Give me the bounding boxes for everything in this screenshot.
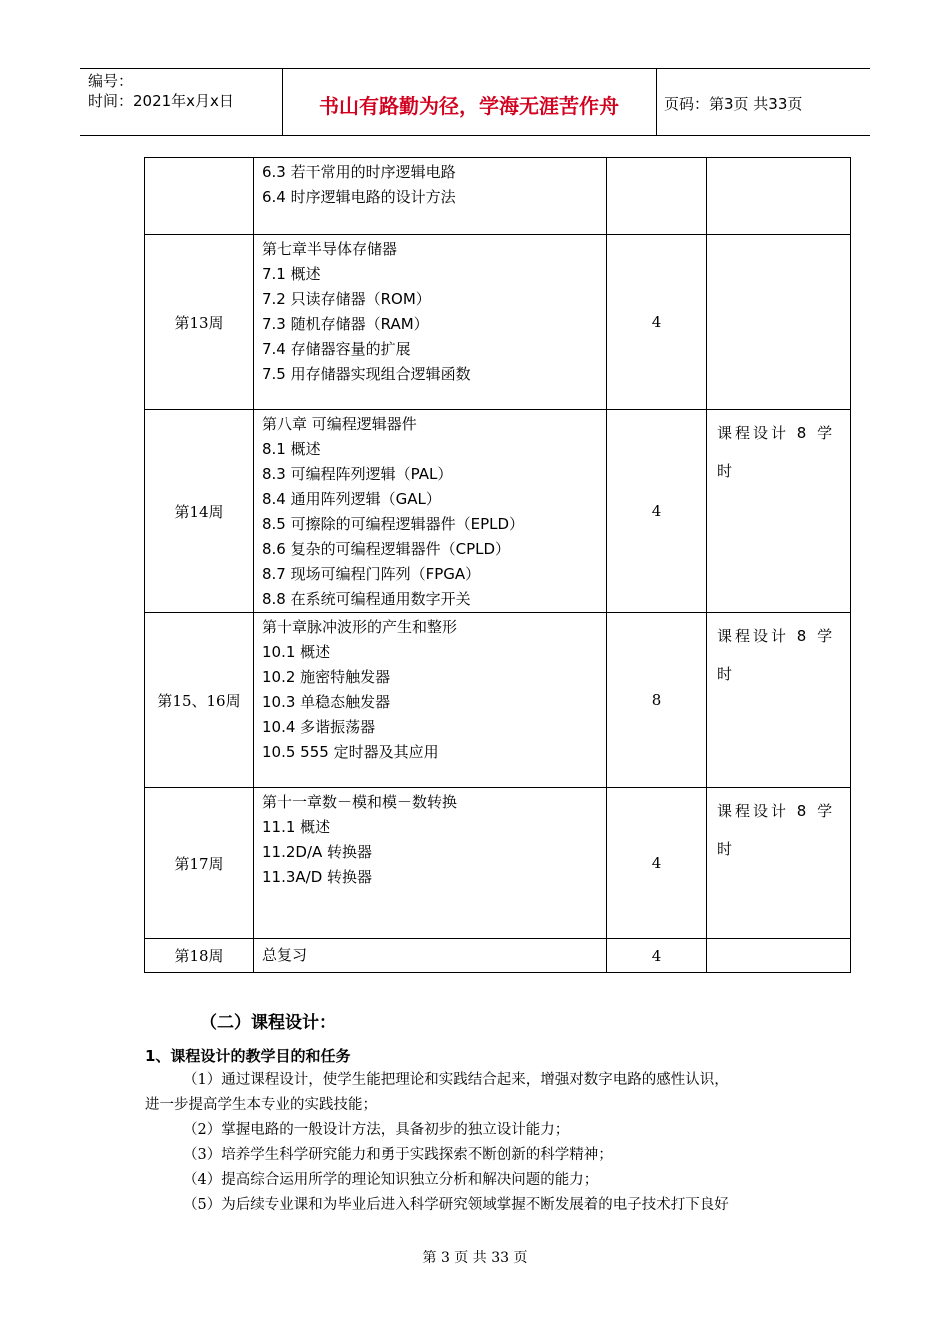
section-subtitle: 1、课程设计的教学目的和任务 <box>145 1047 351 1065</box>
remark-cell: 课程设计 8 学时 <box>707 613 851 788</box>
header-divider <box>656 68 657 135</box>
content-line: 7.2 只读存储器（ROM） <box>262 290 431 308</box>
content-cell <box>254 788 607 939</box>
content-line: 第八章 可编程逻辑器件 <box>262 415 417 433</box>
remark-cell <box>707 158 851 235</box>
content-line: 8.6 复杂的可编程逻辑器件（CPLD） <box>262 540 511 558</box>
content-line: 7.3 随机存储器（RAM） <box>262 315 429 333</box>
content-line: 10.1 概述 <box>262 643 331 661</box>
paragraph: 进一步提高学生本专业的实践技能； <box>145 1097 377 1113</box>
paragraph: （1）通过课程设计，使学生能把理论和实践结合起来，增强对数字电路的感性认识， <box>183 1072 729 1088</box>
paragraph: （3）培养学生科学研究能力和勇于实践探索不断创新的科学精神； <box>183 1147 613 1163</box>
schedule-table <box>144 157 851 973</box>
table-row <box>145 613 851 788</box>
remark-cell: 课程设计 8 学时 <box>707 788 851 939</box>
content-line: 6.4 时序逻辑电路的设计方法 <box>262 188 456 206</box>
paragraph: （4）提高综合运用所学的理论知识独立分析和解决问题的能力； <box>183 1172 599 1188</box>
hours-cell <box>607 158 707 235</box>
week-cell <box>145 158 254 235</box>
paragraph: （5）为后续专业课和为毕业后进入科学研究领域掌握不断发展着的电子技术打下良好 <box>183 1197 729 1213</box>
week-cell: 第15、16周 <box>145 613 254 788</box>
week-cell: 第13周 <box>145 235 254 410</box>
content-line: 8.5 可擦除的可编程逻辑器件（EPLD） <box>262 515 525 533</box>
content-line: 10.5 555 定时器及其应用 <box>262 743 439 761</box>
content-cell <box>254 410 607 613</box>
remark-cell <box>707 939 851 973</box>
remark-cell <box>707 235 851 410</box>
content-line: 10.2 施密特触发器 <box>262 668 391 686</box>
content-line: 8.3 可编程阵列逻辑（PAL） <box>262 465 453 483</box>
hours-cell: 4 <box>607 788 707 939</box>
header-page-info: 页码：第3页 共33页 <box>664 95 803 113</box>
hours-cell: 4 <box>607 235 707 410</box>
section-title: （二）课程设计： <box>200 1013 336 1033</box>
content-line: 11.3A/D 转换器 <box>262 868 373 886</box>
content-line: 8.4 通用阵列逻辑（GAL） <box>262 490 441 508</box>
table-row <box>145 939 851 973</box>
content-line: 11.1 概述 <box>262 818 331 836</box>
content-line: 第十一章数－模和模－数转换 <box>262 793 458 811</box>
content-cell <box>254 158 607 235</box>
table-row <box>145 235 851 410</box>
hours-cell: 4 <box>607 939 707 973</box>
page-footer: 第 3 页 共 33 页 <box>422 1250 528 1266</box>
content-line: 第七章半导体存储器 <box>262 240 398 258</box>
content-line: 7.4 存储器容量的扩展 <box>262 340 411 358</box>
content-line: 7.1 概述 <box>262 265 321 283</box>
week-cell: 第14周 <box>145 410 254 613</box>
table-row <box>145 158 851 235</box>
paragraph: （2）掌握电路的一般设计方法，具备初步的独立设计能力； <box>183 1122 570 1138</box>
content-line: 第十章脉冲波形的产生和整形 <box>262 618 458 636</box>
content-cell <box>254 939 607 973</box>
number-label: 编号： <box>88 72 134 90</box>
content-line: 8.8 在系统可编程通用数字开关 <box>262 590 471 608</box>
content-cell <box>254 613 607 788</box>
content-line: 10.4 多谐振荡器 <box>262 718 376 736</box>
table-row <box>145 788 851 939</box>
header-bottom-rule <box>80 135 870 136</box>
header-left-info <box>88 71 234 111</box>
time-label: 时间：2021年x月x日 <box>88 92 234 110</box>
header-motto: 书山有路勤为径，学海无涯苦作舟 <box>319 94 619 118</box>
content-line: 8.1 概述 <box>262 440 321 458</box>
hours-cell: 8 <box>607 613 707 788</box>
week-cell: 第17周 <box>145 788 254 939</box>
content-line: 11.2D/A 转换器 <box>262 843 373 861</box>
week-cell: 第18周 <box>145 939 254 973</box>
content-line: 总复习 <box>262 946 308 964</box>
content-line: 8.7 现场可编程门阵列（FPGA） <box>262 565 481 583</box>
hours-cell: 4 <box>607 410 707 613</box>
remark-cell: 课程设计 8 学时 <box>707 410 851 613</box>
table-row <box>145 410 851 613</box>
content-line: 7.5 用存储器实现组合逻辑函数 <box>262 365 471 383</box>
content-line: 6.3 若干常用的时序逻辑电路 <box>262 163 456 181</box>
content-line: 10.3 单稳态触发器 <box>262 693 391 711</box>
content-cell <box>254 235 607 410</box>
section-body <box>145 1068 810 1218</box>
header-top-rule <box>80 68 870 69</box>
